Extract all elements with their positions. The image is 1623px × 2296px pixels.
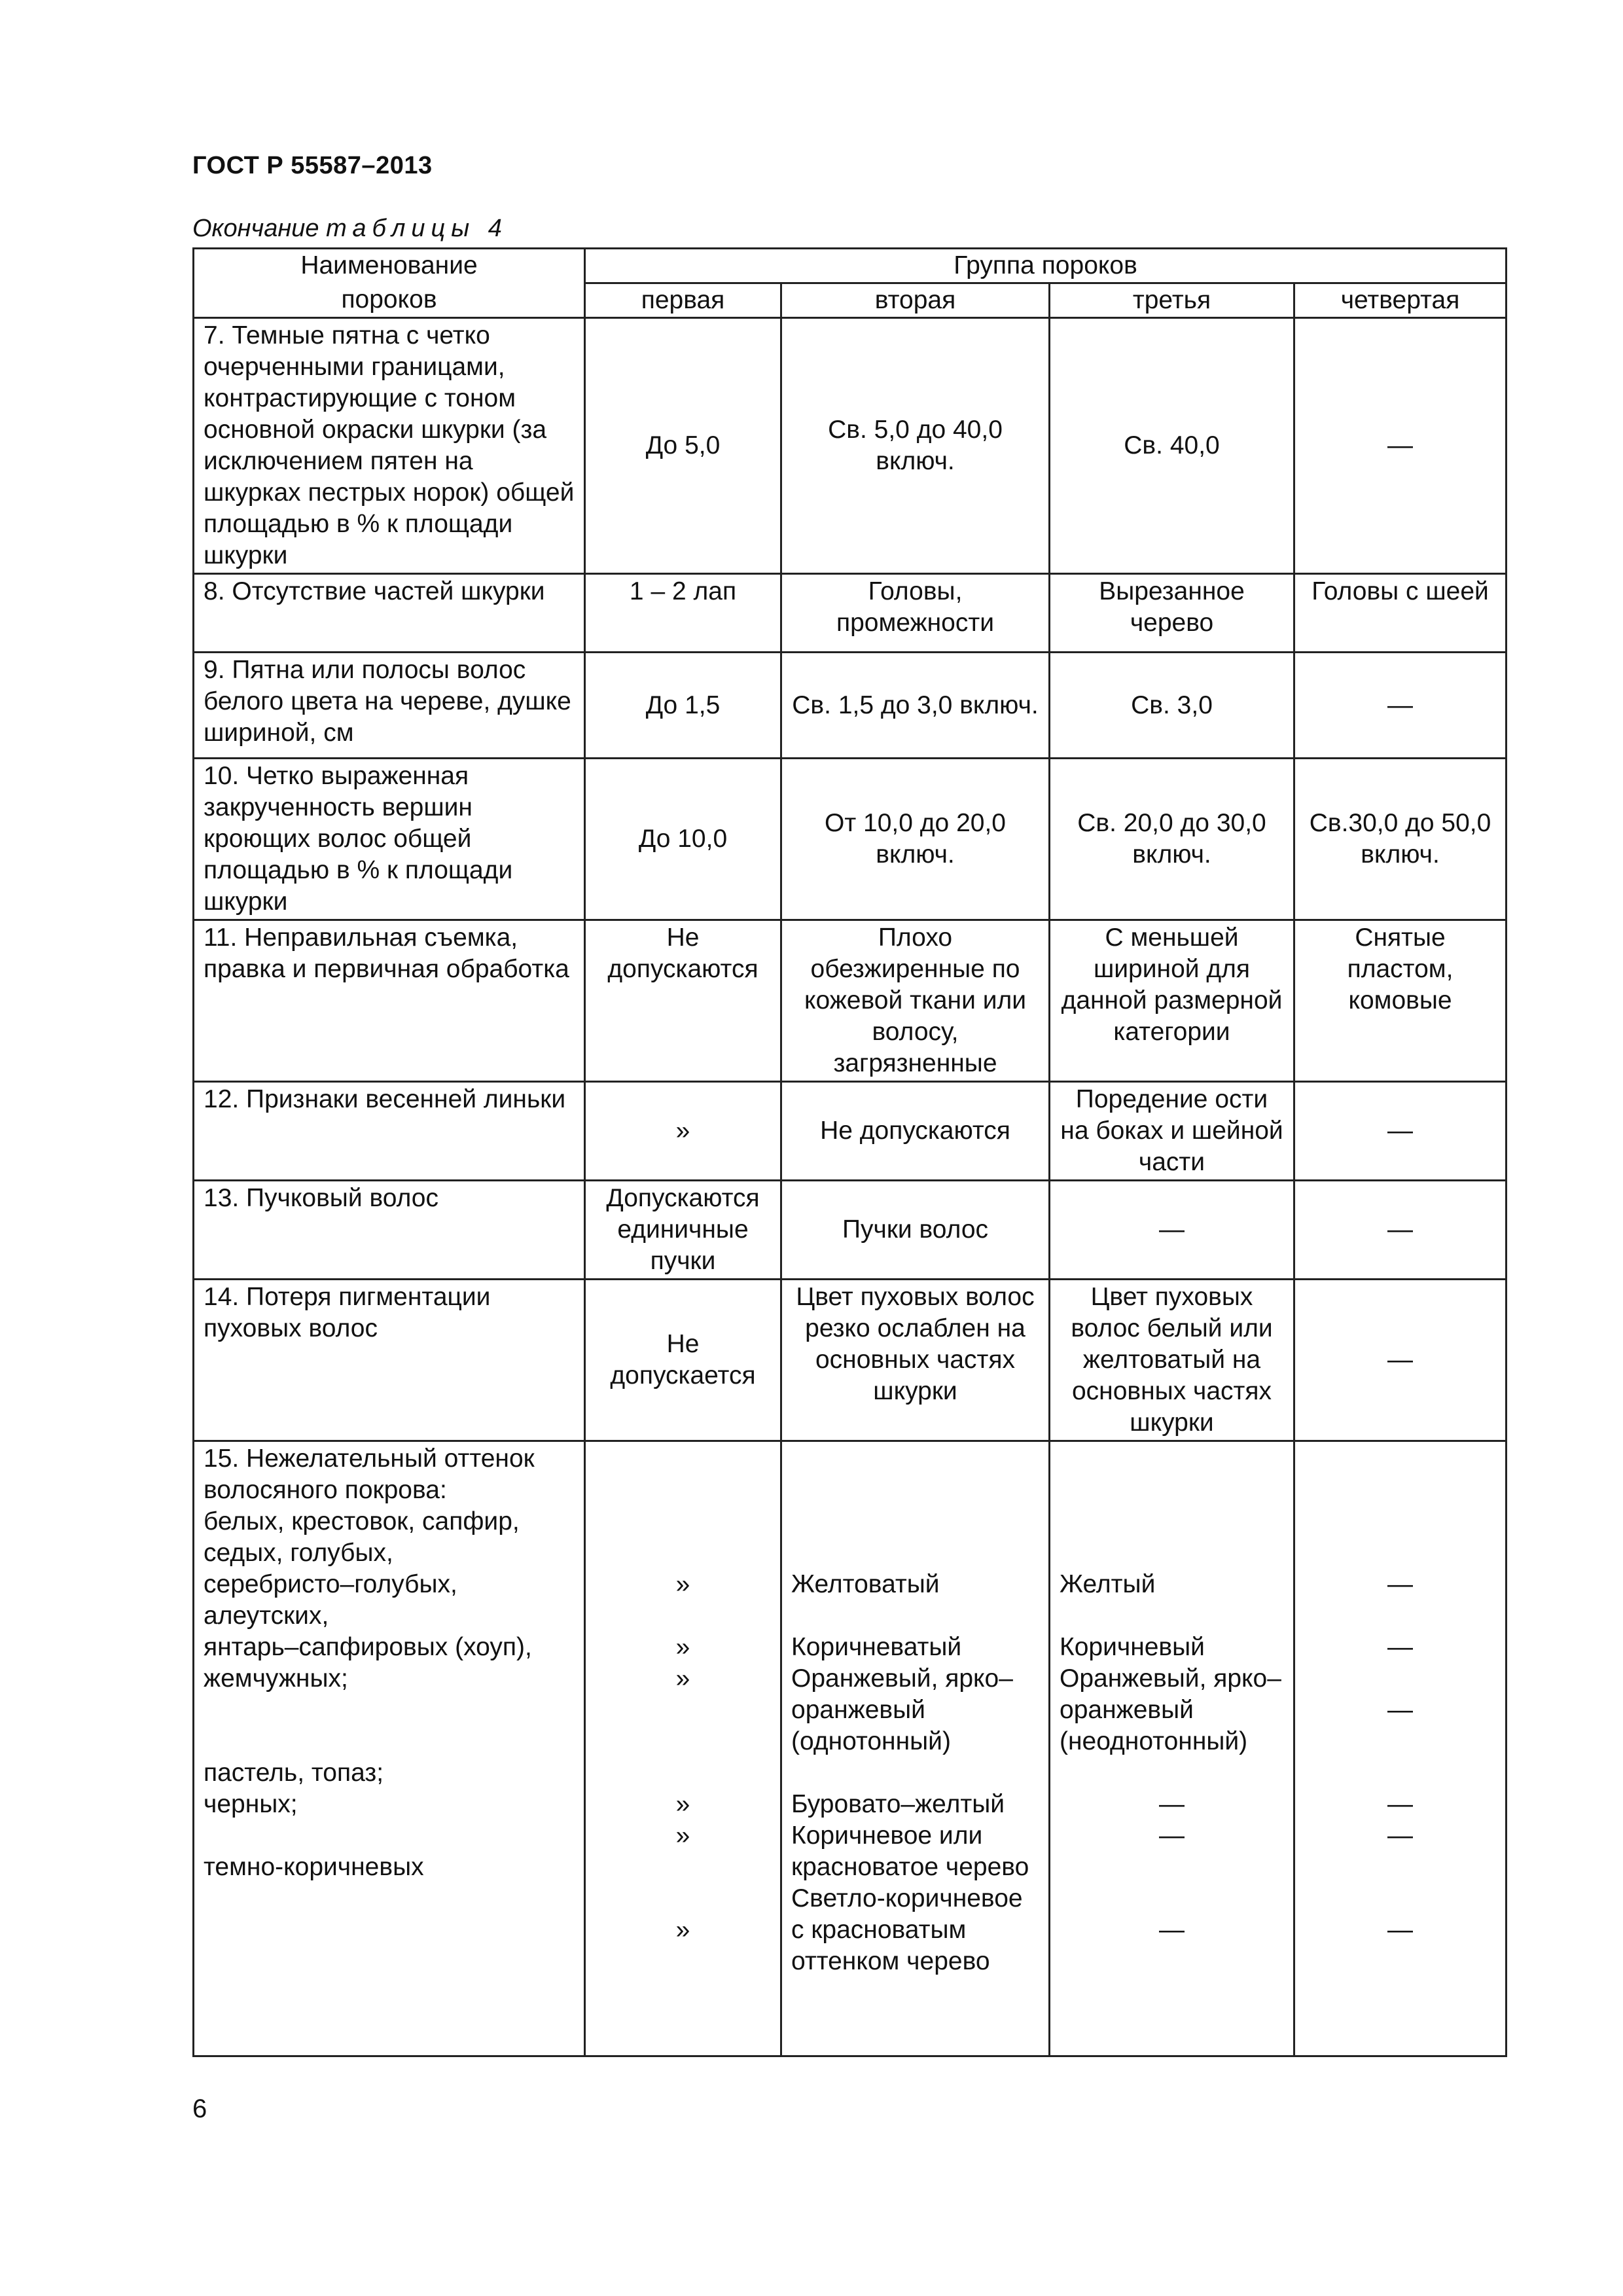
group-third-value: —: [1050, 1181, 1294, 1280]
column-header-first: первая: [585, 283, 781, 318]
group-fourth-value: Снятые пластом, комовые: [1294, 920, 1507, 1082]
row15-fourth-value: —: [1387, 1790, 1414, 1818]
row15-third-value: Оранжевый, ярко–оранжевый (неоднотонный): [1060, 1664, 1281, 1755]
group-fourth-value: —: [1294, 1280, 1507, 1441]
group-third-value: Вырезанное черево: [1050, 574, 1294, 653]
group-fourth-value: —: [1294, 1181, 1507, 1280]
table-row: [194, 1441, 1507, 2056]
row15-first-value: »: [675, 1570, 690, 1598]
group-second-value: Головы, промежности: [781, 574, 1050, 653]
row15-fourth-value: —: [1387, 1696, 1414, 1724]
group-third-value: Св. 40,0: [1050, 318, 1294, 574]
group-second-value: От 10,0 до 20,0 включ.: [781, 759, 1050, 920]
group-first-value: До 10,0: [585, 759, 781, 920]
row15-first-value: »: [675, 1790, 690, 1818]
table-caption-prefix: Окончание: [192, 215, 319, 242]
group-first-value: »: [585, 1082, 781, 1181]
row15-item-name: янтарь–сапфировых (хоуп), жемчужных;: [204, 1633, 532, 1693]
table-row: [194, 920, 1507, 1082]
defect-name: 7. Темные пятна с четко очерченными границами, контрастирующие с тоном основной окраски шкурки (за исключением пятен на шкурках пестрых норок) общей площадью в % к площади шкурки: [194, 318, 585, 574]
defect-name: 9. Пятна или полосы волос белого цвета на череве, душке шириной, см: [194, 653, 585, 759]
group-first-value: Не допускаются: [585, 920, 781, 1082]
group-second-value: Не допускаются: [781, 1082, 1050, 1181]
table-row: [194, 318, 1507, 574]
table-row: [194, 574, 1507, 653]
row15-fourth-value: —: [1387, 1821, 1414, 1850]
group-fourth-value: —: [1294, 318, 1507, 574]
column-header-name-cont: пороков: [194, 283, 585, 318]
row15-second-value: Буровато–желтый: [791, 1790, 1005, 1818]
row15-first-value: »: [675, 1664, 690, 1693]
row15-item-name: серебристо–голубых,: [204, 1570, 457, 1598]
defect-name: 13. Пучковый волос: [194, 1181, 585, 1280]
row15-third-value: —: [1159, 1790, 1185, 1818]
table-row: [194, 1082, 1507, 1181]
row15-second-value: Светло-коричневое с красноватым оттенком черево: [791, 1884, 1023, 1975]
row15-fourth-value: —: [1387, 1633, 1414, 1661]
group-fourth-value: —: [1294, 653, 1507, 759]
table-caption-title: таблицы 4: [326, 215, 508, 242]
group-third-value: Цвет пуховых волос белый или желтоватый на основных частях шкурки: [1050, 1280, 1294, 1441]
table-caption: [192, 215, 508, 243]
column-header-fourth: четвертая: [1294, 283, 1507, 318]
header-row-1: [194, 249, 1507, 283]
defect-name: 11. Неправильная съемка, правка и первичная обработка: [194, 920, 585, 1082]
defect-name: 8. Отсутствие частей шкурки: [194, 574, 585, 653]
group-second-value: Пучки волос: [781, 1181, 1050, 1280]
group-first-value: 1 – 2 лап: [585, 574, 781, 653]
column-header-third: третья: [1050, 283, 1294, 318]
row15-third-value: —: [1159, 1821, 1185, 1850]
table-row: [194, 1280, 1507, 1441]
group-second-value: Цвет пуховых волос резко ослаблен на основных частях шкурки: [781, 1280, 1050, 1441]
row15-third-value: —: [1159, 1916, 1185, 1944]
row15-first-value: »: [675, 1633, 690, 1661]
row15-first-value: »: [675, 1916, 690, 1944]
group-third-value: Поредение ости на боках и шейной части: [1050, 1082, 1294, 1181]
group-second-value: Св. 1,5 до 3,0 включ.: [781, 653, 1050, 759]
row15-second-value: Желтоватый: [791, 1570, 940, 1598]
group-first-value: Не допускается: [585, 1280, 781, 1441]
row15-second-value: Коричневое или красноватое черево: [791, 1821, 1029, 1881]
group-fourth-value: Головы с шеей: [1294, 574, 1507, 653]
defects-table: [192, 247, 1507, 2057]
row15-first-value: »: [675, 1821, 690, 1850]
group-first-value: До 5,0: [585, 318, 781, 574]
row15-item-name: алеутских,: [204, 1602, 329, 1630]
row15-fourth-value: —: [1387, 1916, 1414, 1944]
group-second-value: Св. 5,0 до 40,0 включ.: [781, 318, 1050, 574]
row15-third-value: Желтый: [1060, 1570, 1156, 1598]
column-header-second: вторая: [781, 283, 1050, 318]
defect-name: 14. Потеря пигментации пуховых волос: [194, 1280, 585, 1441]
row15-item-name: белых, крестовок, сапфир, седых, голубых,: [204, 1507, 520, 1567]
group-second-value: Плохо обезжиренные по кожевой ткани или волосу, загрязненные: [781, 920, 1050, 1082]
table-row: [194, 1181, 1507, 1280]
group-third-value: Св. 3,0: [1050, 653, 1294, 759]
column-header-name: Наименование: [194, 249, 585, 283]
group-first-value: До 1,5: [585, 653, 781, 759]
page-number: 6: [192, 2094, 207, 2123]
defect-name: 10. Четко выраженная закрученность вершин кроющих волос общей площадью в % к площади шкурки: [194, 759, 585, 920]
header-row-2: [194, 283, 1507, 318]
row15-fourth-value: —: [1387, 1570, 1414, 1598]
row15-intro: 15. Нежелательный оттенок волосяного покрова:: [204, 1444, 535, 1504]
group-fourth-value: —: [1294, 1082, 1507, 1181]
row15-third-value: Коричневый: [1060, 1633, 1205, 1661]
group-fourth-value: Св.30,0 до 50,0 включ.: [1294, 759, 1507, 920]
group-third-value: С меньшей шириной для данной размерной категории: [1050, 920, 1294, 1082]
table-row: [194, 653, 1507, 759]
row15-item-name: черных;: [204, 1790, 298, 1818]
defect-name: 12. Признаки весенней линьки: [194, 1082, 585, 1181]
document-code: ГОСТ Р 55587–2013: [192, 152, 433, 179]
row15-second-value: Коричневатый: [791, 1633, 962, 1661]
row15-item-name: пастель, топаз;: [204, 1759, 384, 1787]
column-header-group: Группа пороков: [585, 249, 1507, 283]
group-third-value: Св. 20,0 до 30,0 включ.: [1050, 759, 1294, 920]
row15-second-value: Оранжевый, ярко–оранжевый (однотонный): [791, 1664, 1013, 1755]
group-first-value: Допускаются единичные пучки: [585, 1181, 781, 1280]
defect-name: [194, 1441, 585, 2056]
table-row: [194, 759, 1507, 920]
row15-item-name: темно-коричневых: [204, 1853, 424, 1881]
